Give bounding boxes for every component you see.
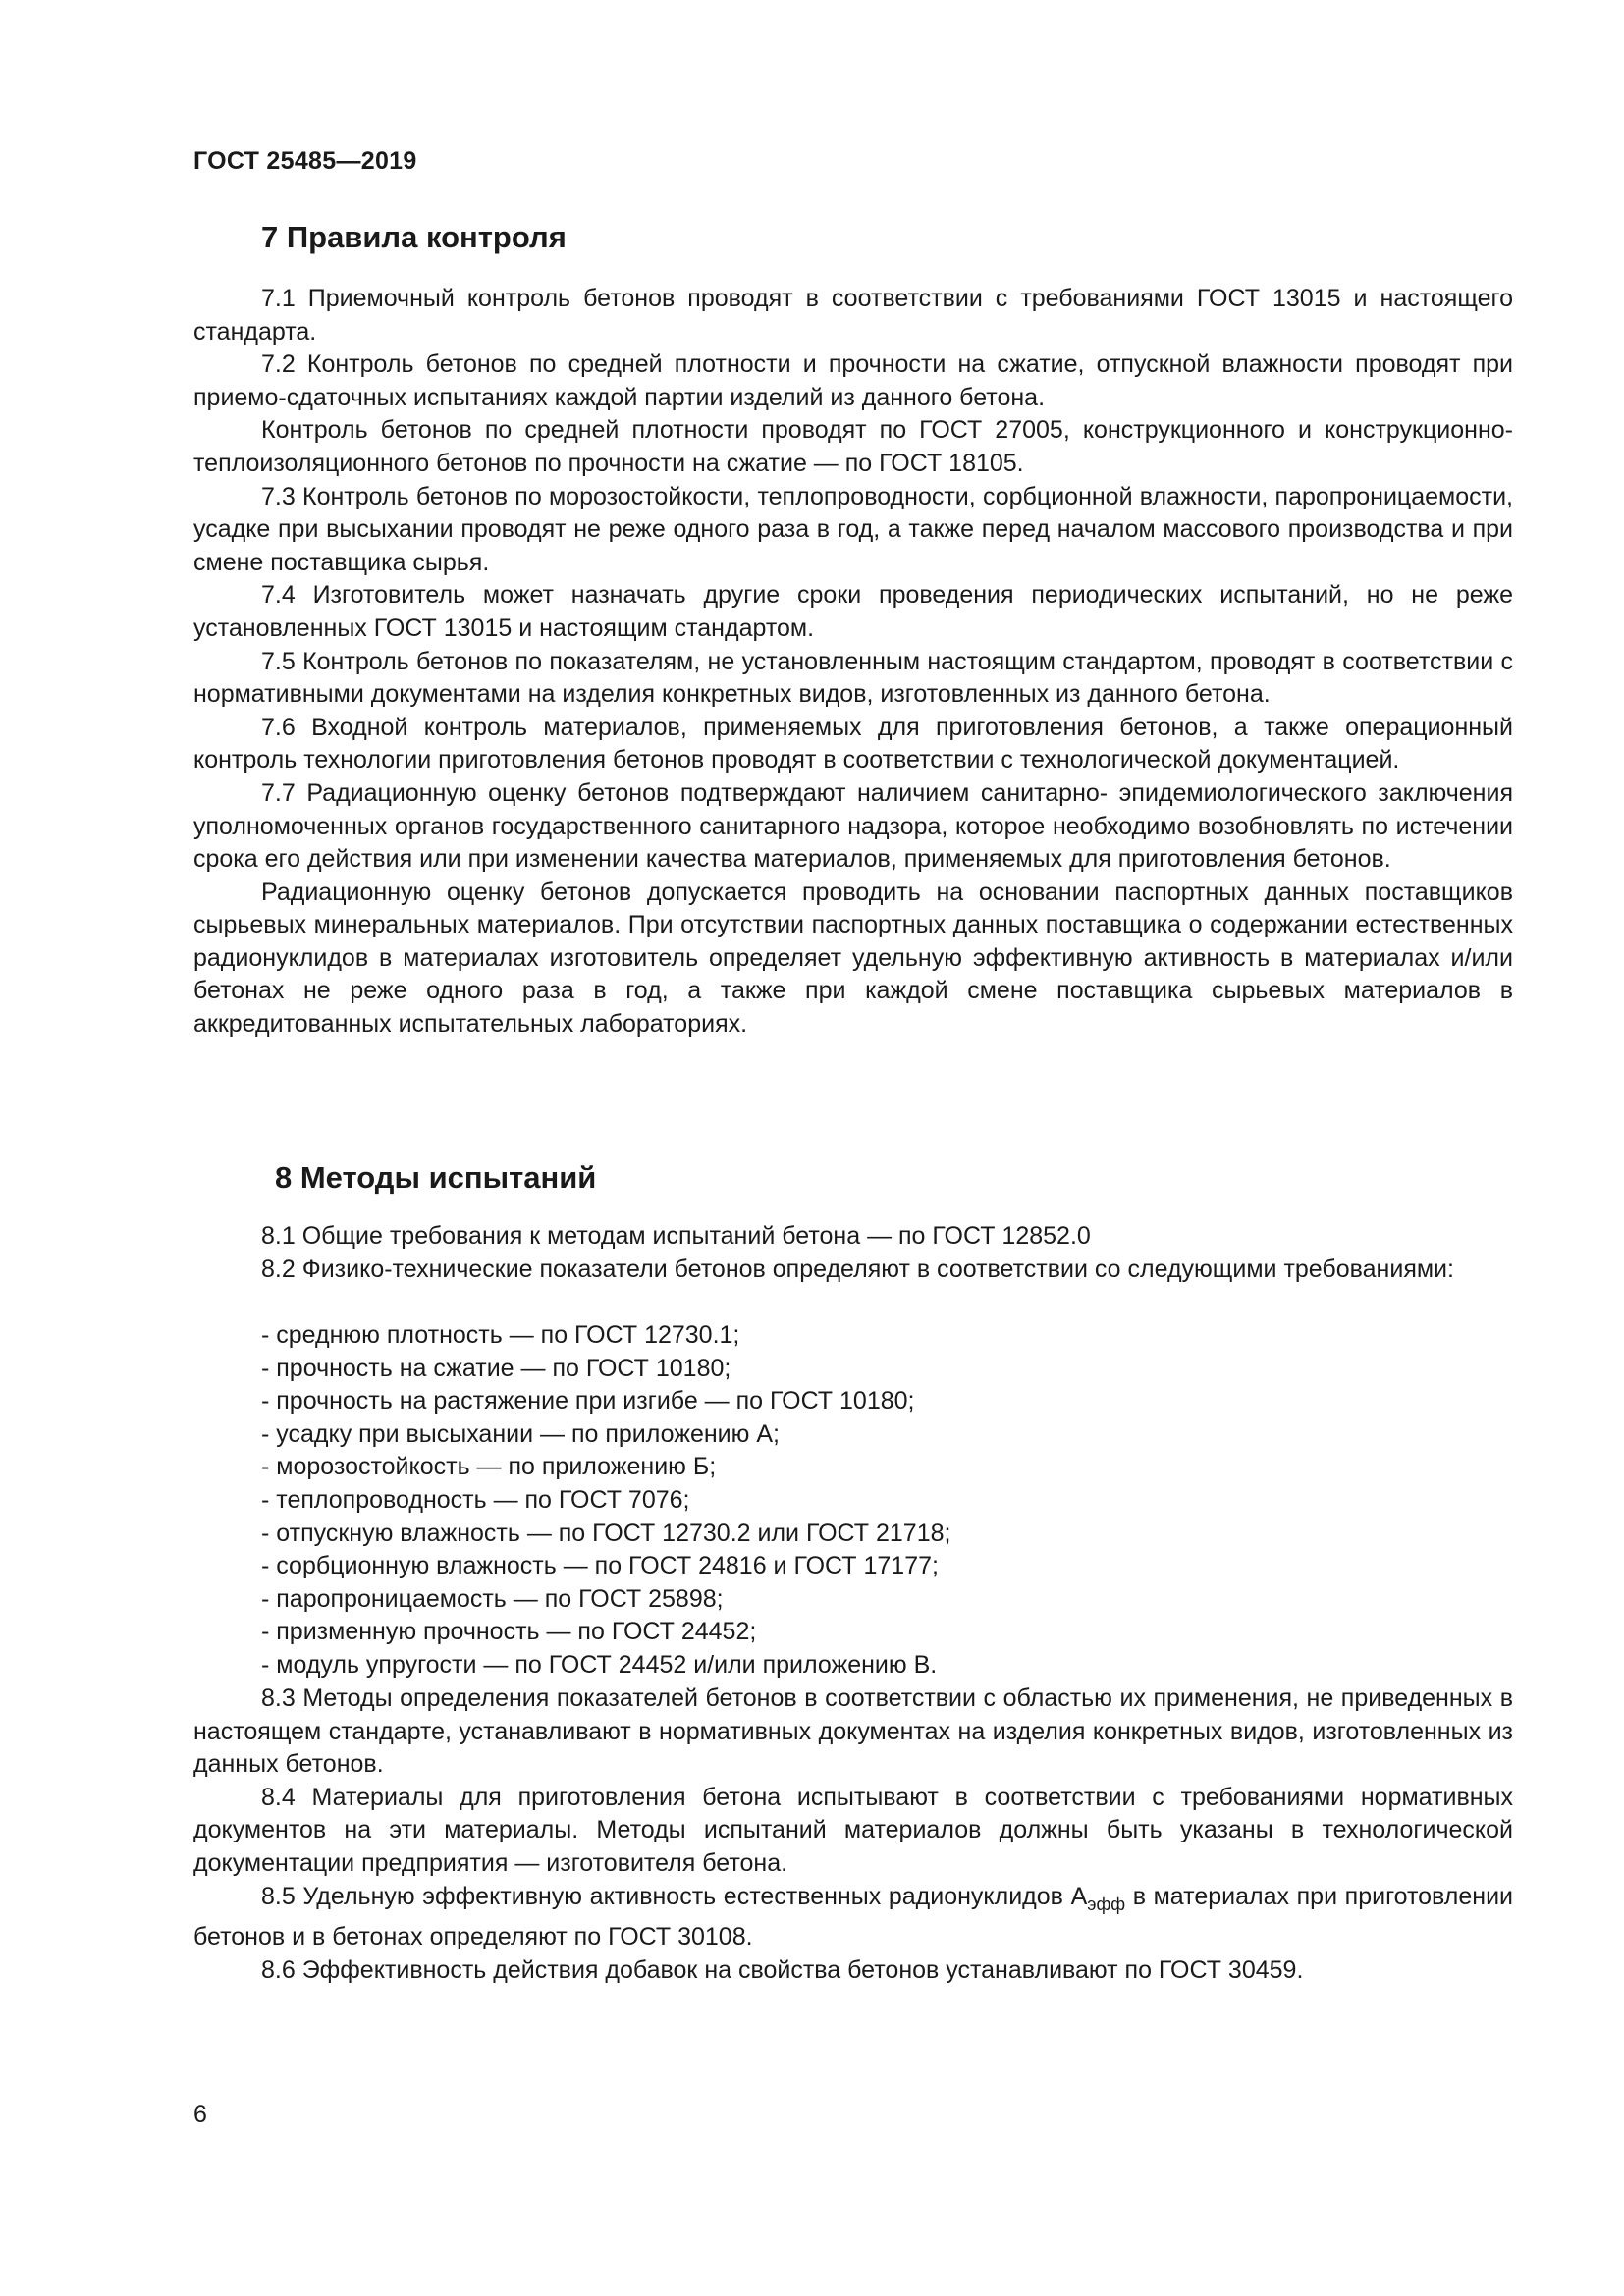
list-item: - прочность на сжатие — по ГОСТ 10180;: [261, 1354, 731, 1382]
paragraph-8-3: 8.3 Методы определения показателей бетонов в соответствии с областью их применения, не приведенных в настоящем стандарте, устанавливают в нормативных документах на изделия конкретных видов, изготовленных из данных бетонов.: [193, 1684, 1513, 1779]
section-8-title: 8 Методы испытаний: [275, 1160, 597, 1195]
paragraph-7-3: 7.3 Контроль бетонов по морозостойкости, теплопроводности, сорбционной влажности, паропроницаемости, усадке при высыхании проводят не реже одного раза в год, а также перед началом массового производства и при смене поставщика сырья.: [193, 482, 1513, 576]
paragraph-7-7-cont: Радиационную оценку бетонов допускается проводить на основании паспортных данных поставщиков сырьевых минеральных материалов. При отсутствии паспортных данных поставщика о содержании естественных радионуклидов в материалах изготовитель определяет удельную эффективную активность в материалах и/или бетонах не реже одного раза в год, а также при каждой смене поставщика сырьевых материалов в аккредитованных испытательных лабораториях.: [193, 878, 1513, 1039]
a-eff-subscript: эфф: [1087, 1894, 1126, 1914]
paragraph-8-5-text-end: в материалах при приготовлении бетонов и в бетонах определяют по ГОСТ 30108.: [193, 1882, 1513, 1951]
list-item: - модуль упругости — по ГОСТ 24452 и/или приложению В.: [261, 1650, 938, 1679]
paragraph-8-1: 8.1 Общие требования к методам испытаний бетона — по ГОСТ 12852.0: [261, 1222, 1091, 1250]
paragraph-8-4: 8.4 Материалы для приготовления бетона испытывают в соответствии с требованиями нормативных документов на эти материалы. Методы испытаний материалов должны быть указаны в технологической документации предприятия — изготовителя бетона.: [193, 1783, 1513, 1877]
section-8-intro: [193, 1220, 1513, 1286]
section-7-body: [193, 283, 1513, 1041]
list-item: - паропроницаемость — по ГОСТ 25898;: [261, 1584, 724, 1613]
paragraph-7-5: 7.5 Контроль бетонов по показателям, не установленным настоящим стандартом, проводят в соответствии с нормативными документами на изделия конкретных видов, изготовленных из данного бетона.: [193, 647, 1513, 709]
paragraph-7-7: 7.7 Радиационную оценку бетонов подтверждают наличием санитарно- эпидемиологического заключения уполномоченных органов государственного санитарного надзора, которое необходимо возобновлять по истечении срока его действия или при изменении качества материалов, применяемых для приготовления бетонов.: [193, 778, 1513, 874]
paragraph-8-5: [193, 1881, 1513, 1954]
list-item: - среднюю плотность — по ГОСТ 12730.1;: [261, 1321, 740, 1349]
list-item: - усадку при высыхании — по приложению А;: [261, 1419, 780, 1448]
paragraph-8-5-text: 8.5 Удельную эффективную активность естественных радионуклидов А: [261, 1882, 1088, 1910]
list-item: - отпускную влажность — по ГОСТ 12730.2 или ГОСТ 21718;: [261, 1519, 951, 1547]
paragraph-7-4: 7.4 Изготовитель может назначать другие сроки проведения периодических испытаний, но не реже установленных ГОСТ 13015 и настоящим стандартом.: [193, 581, 1513, 642]
list-item: - морозостойкость — по приложению Б;: [261, 1453, 717, 1481]
list-item: - призменную прочность — по ГОСТ 24452;: [261, 1618, 757, 1646]
paragraph-7-2: 7.2 Контроль бетонов по средней плотности и прочности на сжатие, отпускной влажности проводят при приемо-сдаточных испытаниях каждой партии изделий из данного бетона.: [193, 350, 1513, 411]
list-item: - прочность на растяжение при изгибе — по ГОСТ 10180;: [261, 1387, 915, 1415]
page-number: 6: [193, 2101, 207, 2128]
document-id: ГОСТ 25485—2019: [193, 147, 417, 175]
paragraph-8-6: 8.6 Эффективность действия добавок на свойства бетонов устанавливают по ГОСТ 30459.: [261, 1955, 1304, 1984]
section-7-title: 7 Правила контроля: [261, 220, 567, 254]
list-item: - сорбционную влажность — по ГОСТ 24816 и ГОСТ 17177;: [261, 1552, 939, 1580]
requirements-list: [261, 1319, 950, 1682]
paragraph-8-2: 8.2 Физико-технические показатели бетонов определяют в соответствии со следующими требованиями:: [261, 1255, 1454, 1283]
paragraph-7-2-cont: Контроль бетонов по средней плотности проводят по ГОСТ 27005, конструкционного и конструкционно-теплоизоляционного бетонов по прочности на сжатие — по ГОСТ 18105.: [193, 416, 1513, 477]
list-item: - теплопроводность — по ГОСТ 7076;: [261, 1485, 690, 1514]
paragraph-7-6: 7.6 Входной контроль материалов, применяемых для приготовления бетонов, а также операционный контроль технологии приготовления бетонов проводят в соответствии с технологической документацией.: [193, 713, 1513, 774]
section-8-body: [193, 1682, 1513, 1987]
paragraph-7-1: 7.1 Приемочный контроль бетонов проводят в соответствии с требованиями ГОСТ 13015 и настоящего стандарта.: [193, 285, 1513, 346]
